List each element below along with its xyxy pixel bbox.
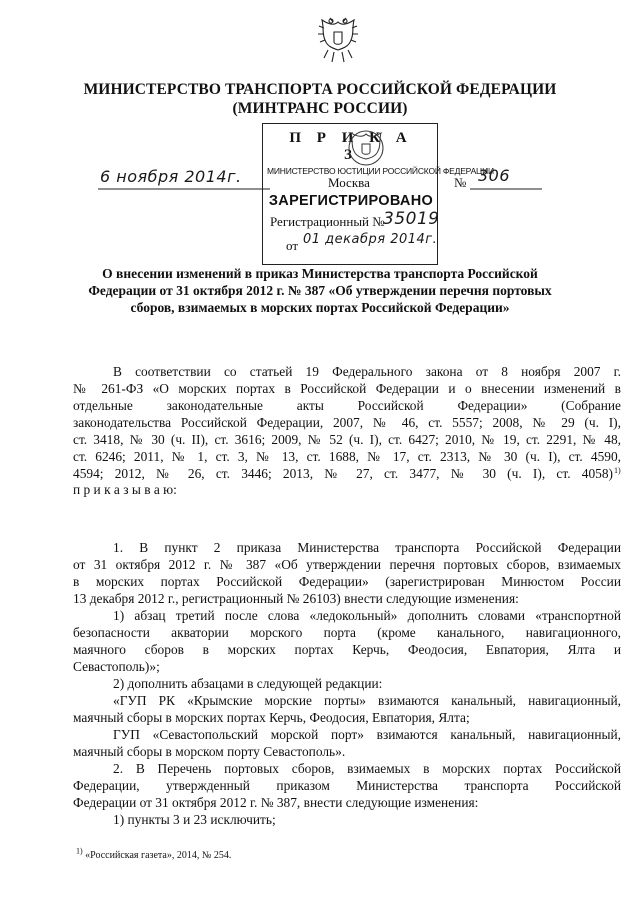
preamble-line: ст. 6246; 2011, № 1, ст. 3, № 13, ст. 1688, № 17, ст. 2313, № 30 (ч. I), ст. 4590, <box>73 449 621 464</box>
city-label: Москва <box>328 175 370 190</box>
item-1-line: 13 декабря 2012 г., регистрационный № 26103) внести следующие изменения: <box>73 591 519 606</box>
item-1-2-line: маячный сборы в морских портах Керчь, Феодосия, Евпатория, Ялта; <box>73 710 470 725</box>
preamble-line: 4594; 2012, № 26, ст. 3446; 2013, № 27, ст. 3477, № 30 (ч. I), ст. 4058) <box>73 466 613 481</box>
item-1-2-line: ГУП «Севастопольский морской порт» взимаются канальный, навигационный, <box>113 727 621 742</box>
order-title-line-1: О внесении изменений в приказ Министерства транспорта Российской <box>102 266 538 281</box>
footnote-reference: 1) <box>614 466 621 475</box>
item-2-line: Федерации от 31 октября 2012 г. № 387, внести следующие изменения: <box>73 795 479 810</box>
registration-number: 35019 <box>383 209 440 229</box>
item-1-2-line: 2) дополнить абзацами в следующей редакции: <box>113 676 383 691</box>
item-2-line: 2. В Перечень портовых сборов, взимаемых в морских портах Российской <box>113 761 621 776</box>
number-underline <box>470 187 542 191</box>
item-1-line: от 31 октября 2012 г. № 387 «Об утверждении перечня портовых сборов, взимаемых <box>73 557 621 572</box>
prikaz-heading: П Р И К А З <box>289 130 413 163</box>
coat-of-arms-icon <box>316 14 360 66</box>
registration-date: 01 декабря 2014г. <box>303 232 438 247</box>
ministry-name: МИНИСТЕРСТВО ТРАНСПОРТА РОССИЙСКОЙ ФЕДЕРАЦИИ <box>83 81 557 98</box>
item-1-line: 1. В пункт 2 приказа Министерства транспорта Российской Федерации <box>113 540 621 555</box>
preamble-line: В соответствии со статьей 19 Федерального закона от 8 ноября 2007 г. <box>113 364 621 379</box>
prikazyvayu: п р и к а з ы в а ю: <box>73 482 177 497</box>
preamble-line: законодательства Российской Федерации, 2007, № 46, ст. 5557; 2008, № 29 (ч. I), <box>73 415 621 430</box>
item-1-2-line: «ГУП РК «Крымские морские порты» взимаются канальный, навигационный, <box>113 693 621 708</box>
item-1-1-line: 1) абзац третий после слова «ледокольный» дополнить словами «транспортной <box>113 608 621 623</box>
order-title-line-3: сборов, взимаемых в морских портах Российской Федерации» <box>130 300 510 315</box>
item-2-line: Федерации, утвержденный приказом Министерства транспорта Российской <box>73 778 621 793</box>
order-number-sign: № <box>454 175 467 190</box>
preamble-line: № 261-ФЗ «О морских портах в Российской Федерации и о внесении изменений в <box>73 381 621 396</box>
date-underline <box>98 187 270 191</box>
item-1-1-line: маячного сборов в морских портах Керчь, Феодосия, Евпатория, Ялта и <box>73 642 621 657</box>
registered-label: ЗАРЕГИСТРИРОВАНО <box>268 193 434 209</box>
ministry-justice-label: МИНИСТЕРСТВО ЮСТИЦИИ РОССИЙСКОЙ ФЕДЕРАЦИИ <box>267 166 494 176</box>
ministry-short-name: (МИНТРАНС РОССИИ) <box>232 100 408 117</box>
item-1-line: в морских портах Российской Федерации» (зарегистрирован Минюстом России <box>73 574 621 589</box>
footnote-text: «Российская газета», 2014, № 254. <box>85 850 232 861</box>
order-number: 306 <box>478 166 511 185</box>
registration-number-label: Регистрационный № <box>270 214 385 229</box>
order-title-line-2: Федерации от 31 октября 2012 г. № 387 «Об утверждении перечня портовых <box>88 283 552 298</box>
registration-date-prefix: от <box>286 238 299 253</box>
item-1-2-line: маячный сборы в морском порту Севастополь». <box>73 744 346 759</box>
order-date: 6 ноября 2014г. <box>100 167 242 186</box>
item-1-1-line: Севастополь)»; <box>73 659 160 674</box>
preamble-line: ст. 3418, № 30 (ч. II), ст. 3616; 2009, № 52 (ч. I), ст. 6427; 2010, № 19, ст. 2291, № 48, <box>73 432 621 447</box>
preamble-line: отдельные законодательные акты Российской Федерации» (Собрание <box>73 398 621 413</box>
item-2-line: 1) пункты 3 и 23 исключить; <box>113 812 276 827</box>
footnote-mark: 1) <box>76 846 83 856</box>
footnote <box>76 846 232 861</box>
item-1-1-line: безопасности акватории морского порта (кроме канального, навигационного, <box>73 625 621 640</box>
